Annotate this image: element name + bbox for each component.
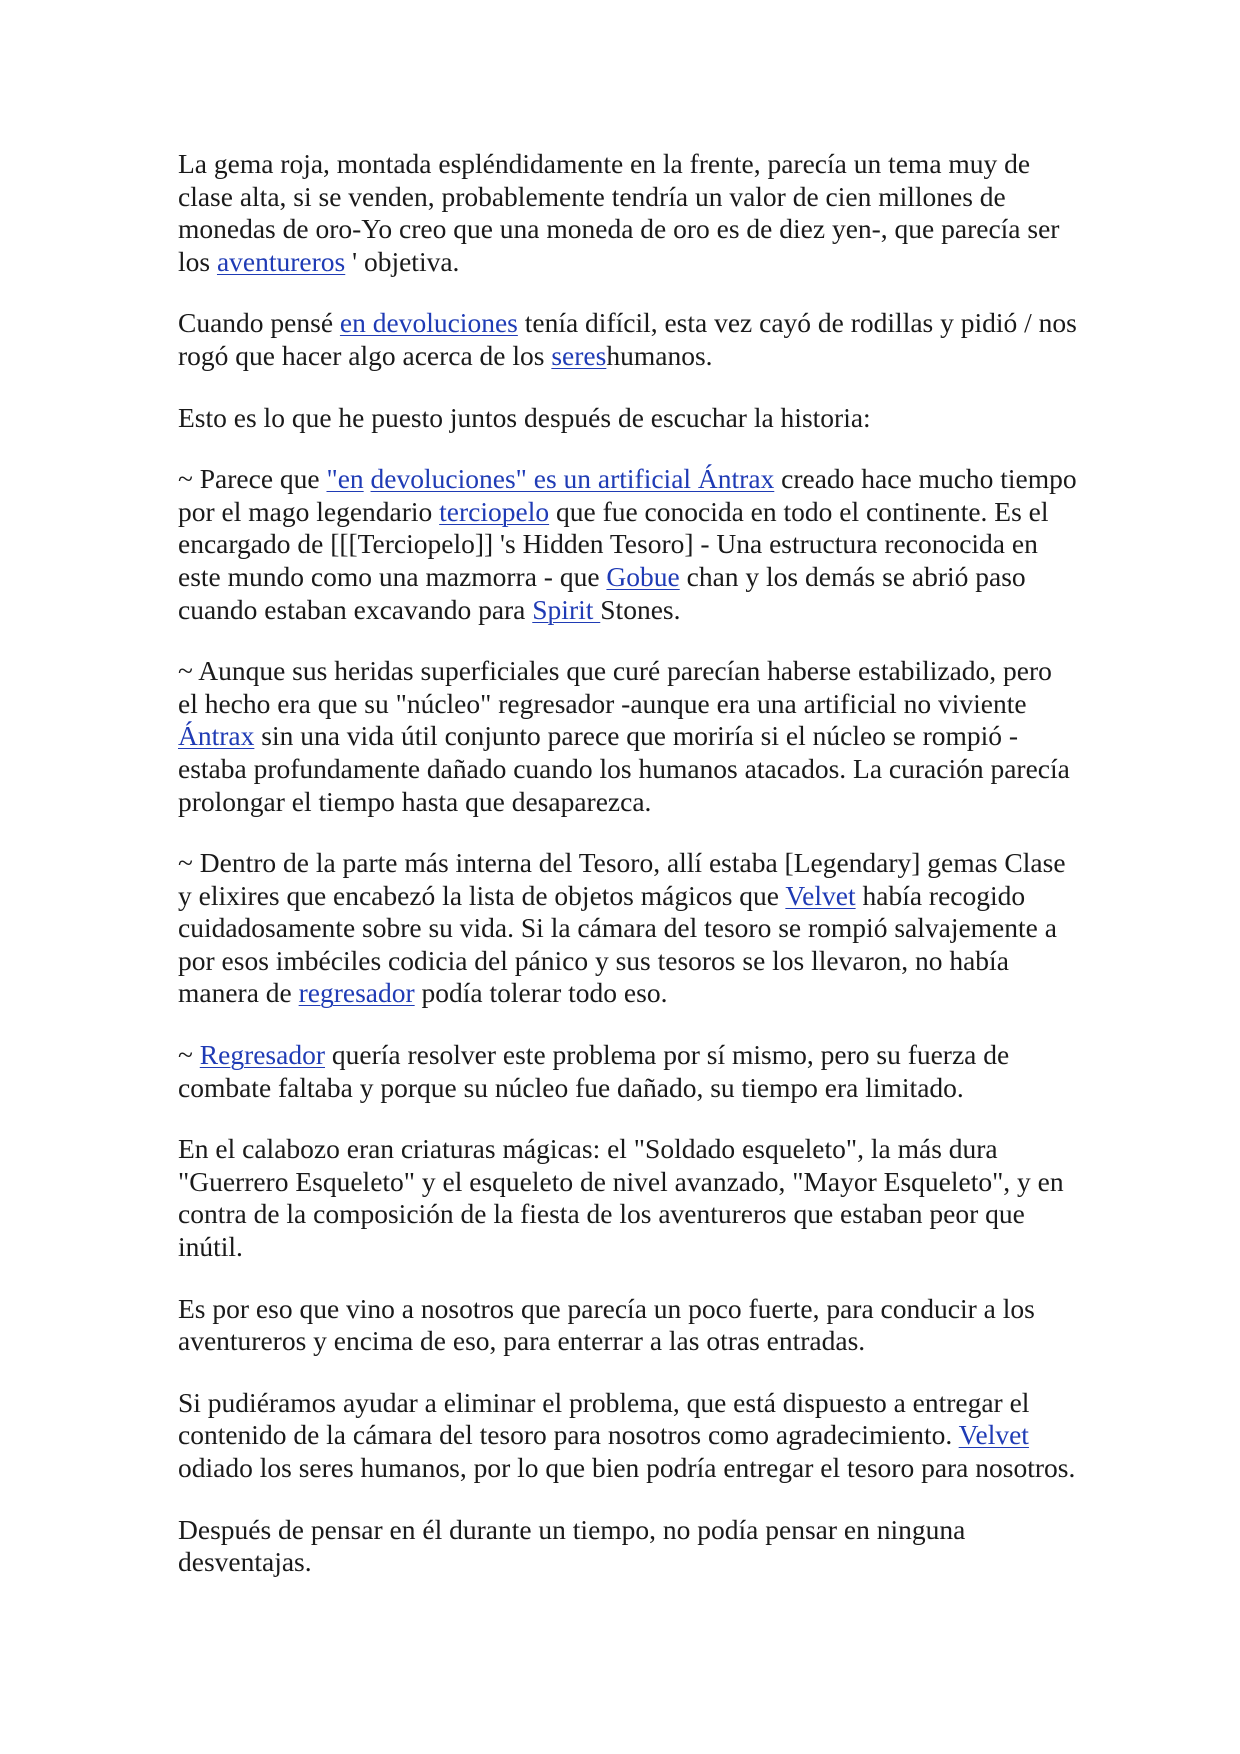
text-run: ~ (178, 1039, 200, 1071)
text-run: odiado los seres humanos, por lo que bien podría entregar el tesoro para nosotros. (178, 1452, 1076, 1483)
text-run: ~ Dentro de la parte más interna del Tesoro, allí estaba [Legendary] gemas Clase y elixires que encabezó la lista de objetos mágicos que (178, 847, 1066, 911)
paragraph (178, 1133, 1078, 1263)
link-seres[interactable]: seres (551, 339, 607, 371)
paragraph (178, 402, 1078, 435)
text-run: creado hace mucho tiempo por el mago legendario (178, 463, 1077, 527)
link-regresador-2[interactable]: Regresador (199, 1039, 325, 1071)
paragraph (178, 463, 1078, 626)
text-run: humanos. (606, 339, 713, 371)
text-run: sin una vida útil conjunto parece que moriría si el núcleo se rompió - estaba profundamente dañado cuando los humanos atacados. La curación parecía prolongar el tiempo hasta que desaparezca. (178, 720, 1070, 817)
text-run: podía tolerar todo eso. (414, 977, 668, 1009)
link-aventureros[interactable]: aventureros (216, 245, 346, 277)
link-antrax[interactable]: Ántrax (178, 720, 255, 752)
text-run: Stones. (600, 593, 681, 625)
text-run (364, 463, 371, 494)
text-run: ~ Aunque sus heridas superficiales que curé parecían haberse estabilizado, pero el hecho era que su "núcleo" regresador -aunque era una artificial no viviente (178, 655, 1052, 719)
link-en-devoluciones[interactable]: en devoluciones (339, 307, 518, 339)
text-run: ~ Parece que (178, 463, 327, 495)
paragraph (178, 307, 1078, 372)
text-run: La gema roja, montada espléndidamente en la frente, parecía un tema muy de clase alta, si se venden, probablemente tendría un valor de cien millones de monedas de oro-Yo creo que una moneda de oro es de diez yen-, que parecía ser los (178, 148, 1060, 277)
paragraph (178, 148, 1078, 278)
document-body (178, 148, 1078, 1608)
paragraph (178, 1387, 1078, 1485)
text-run: tenía difícil, esta vez cayó de rodillas y pidió / nos rogó que hacer algo acerca de los (178, 307, 1077, 371)
link-spirit[interactable]: Spirit (532, 593, 601, 625)
paragraph (178, 655, 1078, 818)
link-velvet[interactable]: Velvet (785, 879, 856, 911)
text-run: Si pudiéramos ayudar a eliminar el problema, que está dispuesto a entregar el contenido de la cámara del tesoro para nosotros como agradecimiento. (178, 1386, 1030, 1451)
link-velvet-2[interactable]: Velvet (958, 1419, 1029, 1451)
text-run: Esto es lo que he puesto juntos después de escuchar la historia: (178, 401, 871, 433)
paragraph (178, 1039, 1078, 1104)
link-gobue[interactable]: Gobue (606, 560, 680, 592)
link-devoluciones-antrax[interactable]: devoluciones" es un artificial Ántrax (370, 463, 775, 495)
link-regresador[interactable]: regresador (298, 977, 415, 1009)
text-run: En el calabozo eran criaturas mágicas: el "Soldado esqueleto", la más dura "Guerrero Esqueleto" y el esqueleto de nivel avanzado, "Mayor Esqueleto", y en contra de la composición de la fiesta de los aventureros que estaban peor que inútil. (178, 1133, 1064, 1263)
link-terciopelo[interactable]: terciopelo (439, 495, 550, 527)
text-run: que fue conocida en todo el continente. Es el encargado de [[[Terciopelo]] 's Hidden Tesoro] - Una estructura reconocida en este mundo como una mazmorra - que (178, 495, 1049, 592)
paragraph (178, 1514, 1078, 1579)
text-run: había recogido cuidadosamente sobre su vida. Si la cámara del tesoro se rompió salvajemente a por esos imbéciles codicia del pánico y sus tesoros se los llevaron, no había manera de (178, 879, 1057, 1009)
paragraph (178, 1293, 1078, 1358)
text-run: ' objetiva. (345, 245, 460, 277)
text-run: quería resolver este problema por sí mismo, pero su fuerza de combate faltaba y porque su núcleo fue dañado, su tiempo era limitado. (178, 1039, 1010, 1103)
text-run: Cuando pensé (178, 307, 340, 339)
link-en[interactable]: "en (326, 463, 364, 495)
paragraph (178, 847, 1078, 1010)
text-run: chan y los demás se abrió paso cuando estaban excavando para (178, 560, 1026, 625)
text-run: Después de pensar en él durante un tiempo, no podía pensar en ninguna desventajas. (178, 1513, 966, 1578)
text-run: Es por eso que vino a nosotros que parecía un poco fuerte, para conducir a los aventureros y encima de eso, para enterrar a las otras entradas. (178, 1292, 1035, 1357)
